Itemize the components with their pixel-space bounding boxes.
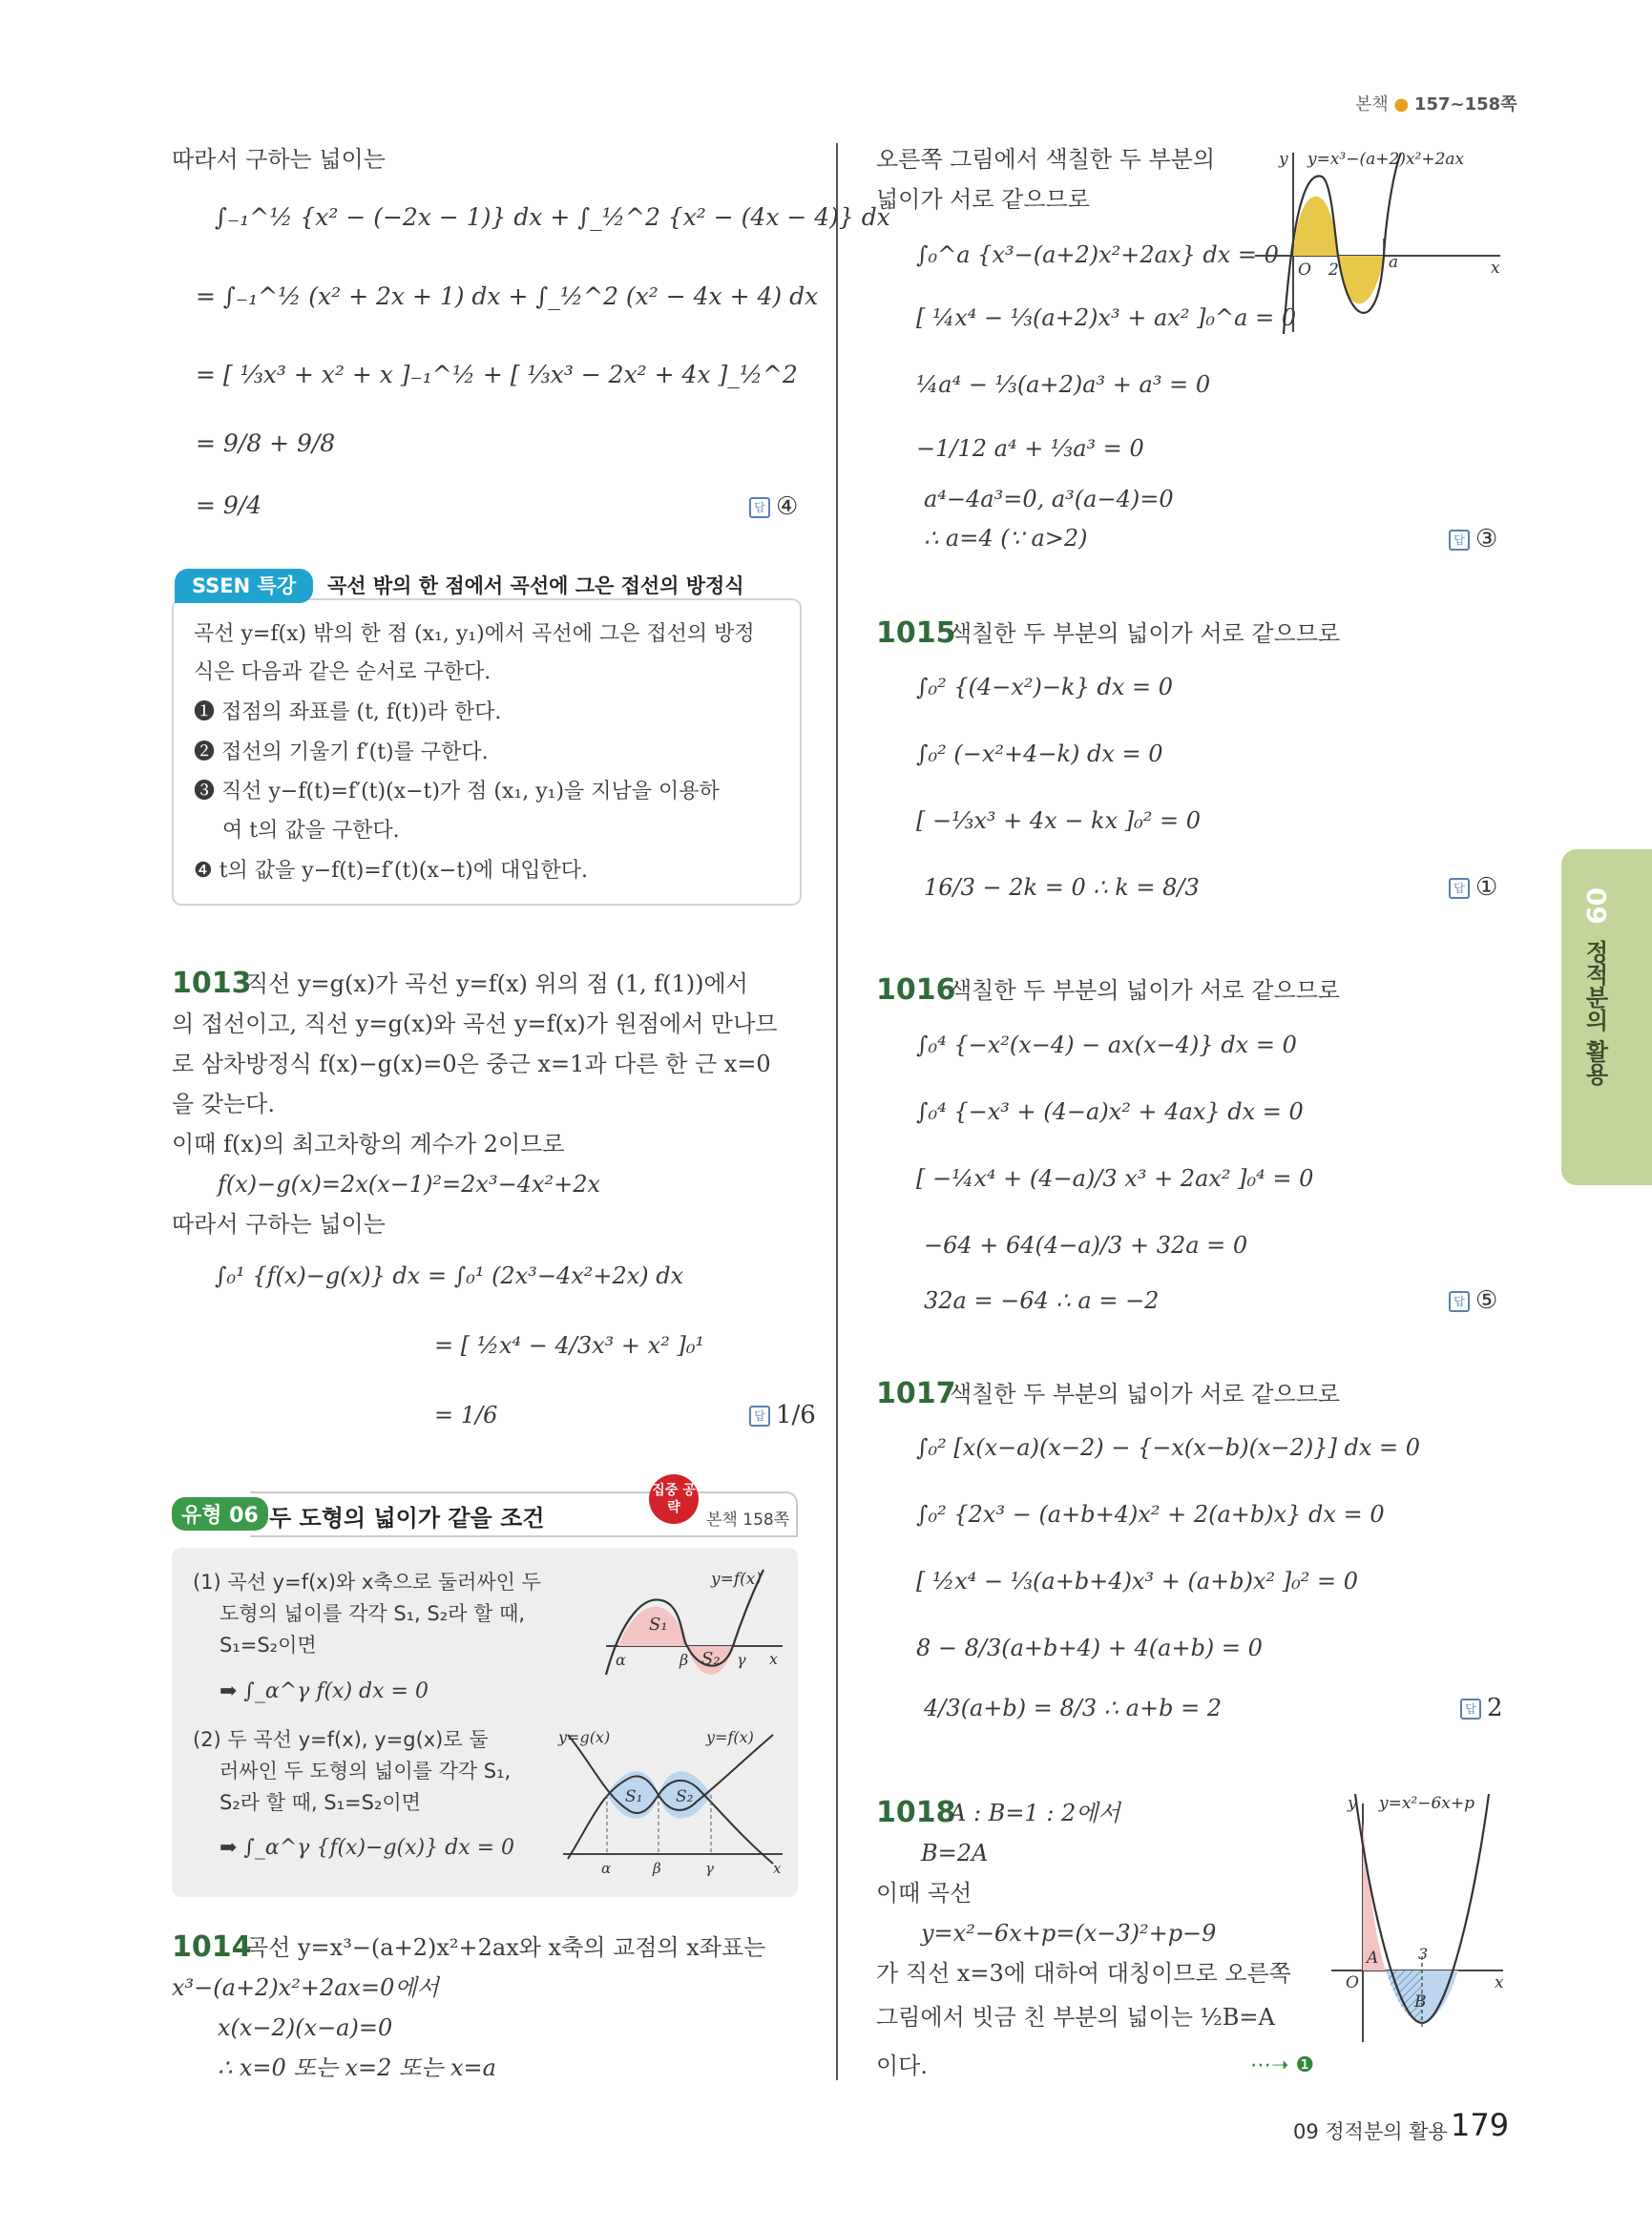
tip-step-4: ❹ t의 값을 y−f(t)=f′(t)(x−t)에 대입한다.	[194, 859, 588, 883]
answer-mark-icon: 답	[749, 1406, 770, 1427]
answer-1016	[1449, 1286, 1497, 1315]
type06-badge: 유형 06	[172, 1497, 268, 1531]
cont-line-3: ∫₀^a {x³−(a+2)x²+2ax} dx = 0	[916, 241, 1279, 268]
fig1-label: y=f(x)	[711, 1570, 762, 1589]
tip-step-1: ❶ 접점의 좌표를 (t, f(t))라 한다.	[194, 700, 502, 724]
answer-1014-value: ③	[1475, 525, 1498, 553]
cubic-graph-1014	[1250, 143, 1508, 334]
cont-line-4: [ ¼x⁴ − ⅓(a+2)x³ + ax² ]₀^a = 0	[916, 304, 1297, 331]
column-divider	[836, 143, 838, 2080]
footer-chapter: 09 정적분의 활용	[1293, 2120, 1448, 2143]
svg-text:a: a	[1389, 253, 1399, 272]
cont-line-5: ¼a⁴ − ⅓(a+2)a³ + a³ = 0	[916, 371, 1211, 398]
svg-text:γ: γ	[737, 1651, 746, 1669]
problem-1015-number: 1015	[876, 616, 956, 650]
cont-line-2: 넓이가 서로 같으므로	[876, 186, 1090, 213]
svg-text:3: 3	[1418, 1945, 1429, 1963]
p1014-line-3: x(x−2)(x−a)=0	[218, 2014, 393, 2041]
svg-text:x: x	[773, 1860, 782, 1877]
intro-text: 따라서 구하는 넓이는	[172, 146, 386, 173]
tip-intro-2: 식은 다음과 같은 순서로 구한다.	[194, 660, 491, 684]
p1018-line-4: y=x²−6x+p=(x−3)²+p−9	[921, 1920, 1217, 1947]
answer-1012	[749, 492, 798, 521]
p1013-line-9: = [ ½x⁴ − 4/3x³ + x² ]₀¹	[434, 1332, 705, 1359]
type06-case2-line1: (2) 두 곡선 y=f(x), y=g(x)로 둘	[193, 1728, 489, 1751]
tip-step-3a: ❸ 직선 y−f(t)=f′(t)(x−t)가 점 (x₁, y₁)을 지남을 이용하	[194, 780, 720, 803]
answer-1017	[1460, 1694, 1503, 1722]
p1016-line-6: 32a = −64 ∴ a = −2	[924, 1287, 1160, 1314]
svg-text:2: 2	[1328, 261, 1339, 280]
p1016-line-2: ∫₀⁴ {−x²(x−4) − ax(x−4)} dx = 0	[916, 1032, 1297, 1058]
tip-step-3b: 여 t의 값을 구한다.	[222, 819, 400, 843]
type06-ref: 본책 158쪽	[706, 1511, 790, 1530]
side-tab-title: 정적분의 활용	[1581, 940, 1608, 1086]
svg-text:α: α	[601, 1860, 612, 1877]
p1015-line-3: ∫₀² (−x²+4−k) dx = 0	[916, 740, 1163, 767]
type06-title: 두 도형의 넓이가 같을 조건	[269, 1505, 545, 1532]
p1014-line-4: ∴ x=0 또는 x=2 또는 x=a	[218, 2054, 496, 2081]
svg-text:β: β	[653, 1860, 661, 1877]
answer-mark-icon: 답	[749, 497, 770, 518]
header-dot: ●	[1393, 94, 1410, 115]
p1013-line-4: 을 갖는다.	[172, 1091, 275, 1117]
p1013-line-1: 직선 y=g(x)가 곡선 y=f(x) 위의 점 (1, f(1))에서	[246, 970, 748, 997]
p1014-line-2: x³−(a+2)x²+2ax=0에서	[172, 1974, 439, 2001]
svg-text:x: x	[1495, 1973, 1504, 1992]
type06-case1-line2: 도형의 넓이를 각각 S₁, S₂라 할 때,	[220, 1602, 526, 1625]
tip-title: 곡선 밖의 한 점에서 곡선에 그은 접선의 방정식	[327, 574, 744, 597]
p1016-line-5: −64 + 64(4−a)/3 + 32a = 0	[924, 1232, 1248, 1259]
p1016-line-4: [ −¼x⁴ + (4−a)/3 x³ + 2ax² ]₀⁴ = 0	[916, 1165, 1314, 1192]
answer-1017-value: 2	[1487, 1694, 1503, 1722]
type06-stamp: 집중 공략	[649, 1474, 699, 1524]
p1015-line-5: 16/3 − 2k = 0 ∴ k = 8/3	[924, 874, 1200, 901]
svg-text:B: B	[1414, 1992, 1427, 2012]
svg-text:O: O	[1346, 1973, 1359, 1992]
cont-line-7: a⁴−4a³=0, a³(a−4)=0	[924, 486, 1174, 512]
calc-line-4: = 9/8 + 9/8	[196, 429, 336, 457]
answer-1013	[749, 1401, 816, 1429]
cont-line-6: −1/12 a⁴ + ⅓a³ = 0	[916, 435, 1144, 462]
svg-text:S₂: S₂	[701, 1649, 721, 1669]
problem-1016-number: 1016	[876, 973, 956, 1007]
calc-line-1: ∫₋₁^½ {x² − (−2x − 1)} dx + ∫_½^2 {x² − (4x − 4)} dx	[215, 203, 890, 231]
side-tab-number: 09	[1580, 887, 1612, 925]
p1018-line-1: A : B=1 : 2에서	[950, 1800, 1120, 1826]
type06-figure-1	[592, 1565, 792, 1679]
p1015-line-4: [ −⅓x³ + 4x − kx ]₀² = 0	[916, 807, 1202, 834]
svg-text:γ: γ	[705, 1860, 714, 1877]
calc-line-2: = ∫₋₁^½ (x² + 2x + 1) dx + ∫_½^2 (x² − 4x + 4) dx	[196, 282, 819, 310]
p1018-line-7: 이다.	[876, 2053, 928, 2079]
p1013-line-8: ∫₀¹ {f(x)−g(x)} dx = ∫₀¹ (2x³−4x²+2x) dx	[215, 1262, 684, 1289]
p1017-line-1: 색칠한 두 부분의 넓이가 서로 같으므로	[950, 1381, 1341, 1407]
header-book-label: 본책	[1355, 94, 1389, 115]
p1013-line-10: = 1/6	[434, 1402, 498, 1428]
p1017-line-5: 8 − 8/3(a+b+4) + 4(a+b) = 0	[916, 1635, 1263, 1661]
problem-1018-number: 1018	[876, 1796, 956, 1829]
footer-page-number: 179	[1451, 2107, 1510, 2143]
header-pages: 157~158쪽	[1413, 94, 1517, 115]
type06-figure-2	[554, 1725, 792, 1878]
answer-1015	[1449, 873, 1497, 902]
p1018-line-3: 이때 곡선	[876, 1880, 972, 1907]
p1018-ref: ⋯➝ ❶	[1250, 2054, 1315, 2077]
answer-mark-icon: 답	[1460, 1699, 1481, 1720]
fig2-label-g: y=g(x)	[558, 1728, 611, 1746]
p1018-line-5: 가 직선 x=3에 대하여 대칭이므로 오른쪽	[876, 1960, 1291, 1987]
answer-mark-icon: 답	[1449, 878, 1470, 899]
graph-1018-label: y=x²−6x+p	[1379, 1794, 1475, 1813]
p1013-line-3: 로 삼차방정식 f(x)−g(x)=0은 중근 x=1과 다른 한 근 x=0	[172, 1051, 771, 1077]
answer-1012-value: ④	[776, 492, 799, 521]
problem-1013-number: 1013	[172, 967, 252, 1000]
p1016-line-3: ∫₀⁴ {−x³ + (4−a)x² + 4ax} dx = 0	[916, 1098, 1304, 1125]
p1013-line-2: 의 접선이고, 직선 y=g(x)와 곡선 y=f(x)가 원점에서 만나므	[172, 1011, 778, 1037]
type06-case1-line4: ➡ ∫_α^γ f(x) dx = 0	[220, 1679, 429, 1703]
p1017-line-3: ∫₀² {2x³ − (a+b+4)x² + 2(a+b)x} dx = 0	[916, 1501, 1385, 1528]
p1014-line-1: 곡선 y=x³−(a+2)x²+2ax와 x축의 교점의 x좌표는	[246, 1934, 766, 1961]
tip-badge: SSEN 특강	[175, 569, 313, 603]
svg-text:β: β	[680, 1651, 689, 1669]
p1017-line-4: [ ½x⁴ − ⅓(a+b+4)x³ + (a+b)x² ]₀² = 0	[916, 1568, 1358, 1595]
p1015-line-2: ∫₀² {(4−x²)−k} dx = 0	[916, 674, 1173, 700]
p1017-line-2: ∫₀² [x(x−a)(x−2) − {−x(x−b)(x−2)}] dx = 0	[916, 1434, 1421, 1461]
p1018-line-2: B=2A	[921, 1840, 989, 1866]
page-header	[1355, 91, 1517, 115]
p1013-line-5: 이때 f(x)의 최고차항의 계수가 2이므로	[172, 1131, 565, 1157]
svg-text:S₁: S₁	[625, 1787, 643, 1806]
answer-1013-value: 1/6	[776, 1401, 816, 1429]
svg-text:y: y	[1348, 1794, 1357, 1813]
answer-1016-value: ⑤	[1475, 1286, 1498, 1315]
answer-mark-icon: 답	[1449, 530, 1470, 551]
answer-1014	[1449, 525, 1497, 553]
tip-intro-1: 곡선 y=f(x) 밖의 한 점 (x₁, y₁)에서 곡선에 그은 접선의 방정	[194, 622, 755, 646]
p1013-line-7: 따라서 구하는 넓이는	[172, 1211, 386, 1238]
svg-text:α: α	[616, 1651, 626, 1669]
p1015-line-1: 색칠한 두 부분의 넓이가 서로 같으므로	[950, 620, 1341, 647]
p1013-line-6: f(x)−g(x)=2x(x−1)²=2x³−4x²+2x	[218, 1171, 601, 1198]
tip-step-2: ❷ 접선의 기울기 f′(t)를 구한다.	[194, 740, 489, 764]
problem-1014-number: 1014	[172, 1930, 252, 1964]
svg-text:y: y	[1279, 150, 1288, 169]
cont-line-8: ∴ a=4 (∵ a>2)	[924, 525, 1088, 552]
p1016-line-1: 색칠한 두 부분의 넓이가 서로 같으므로	[950, 977, 1341, 1004]
cont-line-1: 오른쪽 그림에서 색칠한 두 부분의	[876, 146, 1216, 173]
fig2-label-f: y=f(x)	[706, 1728, 754, 1746]
svg-text:x: x	[769, 1650, 779, 1668]
type06-case2-line3: S₂라 할 때, S₁=S₂이면	[220, 1791, 421, 1814]
svg-text:S₁: S₁	[649, 1615, 668, 1635]
answer-1015-value: ①	[1475, 873, 1498, 902]
problem-1017-number: 1017	[876, 1377, 956, 1410]
type06-case2-line2: 러싸인 두 도형의 넓이를 각각 S₁,	[220, 1760, 512, 1783]
svg-text:S₂: S₂	[676, 1787, 694, 1806]
calc-line-3: = [ ⅓x³ + x² + x ]₋₁^½ + [ ⅓x³ − 2x² + 4x ]_½^2	[196, 361, 798, 388]
p1018-line-6: 그림에서 빗금 친 부분의 넓이는 ½B=A	[876, 2004, 1275, 2031]
parabola-graph-1018	[1327, 1789, 1517, 2047]
type06-case1-line1: (1) 곡선 y=f(x)와 x축으로 둘러싸인 두	[193, 1571, 541, 1594]
type06-case1-line3: S₁=S₂이면	[220, 1634, 317, 1657]
svg-text:A: A	[1367, 1949, 1379, 1968]
answer-mark-icon: 답	[1449, 1291, 1470, 1312]
type06-case2-line4: ➡ ∫_α^γ {f(x)−g(x)} dx = 0	[220, 1836, 515, 1860]
calc-line-5: = 9/4	[196, 491, 262, 519]
p1017-line-6: 4/3(a+b) = 8/3 ∴ a+b = 2	[924, 1695, 1223, 1721]
svg-text:O: O	[1298, 261, 1311, 280]
graph-1014-label: y=x³−(a+2)x²+2ax	[1307, 150, 1465, 169]
svg-text:x: x	[1491, 259, 1500, 278]
